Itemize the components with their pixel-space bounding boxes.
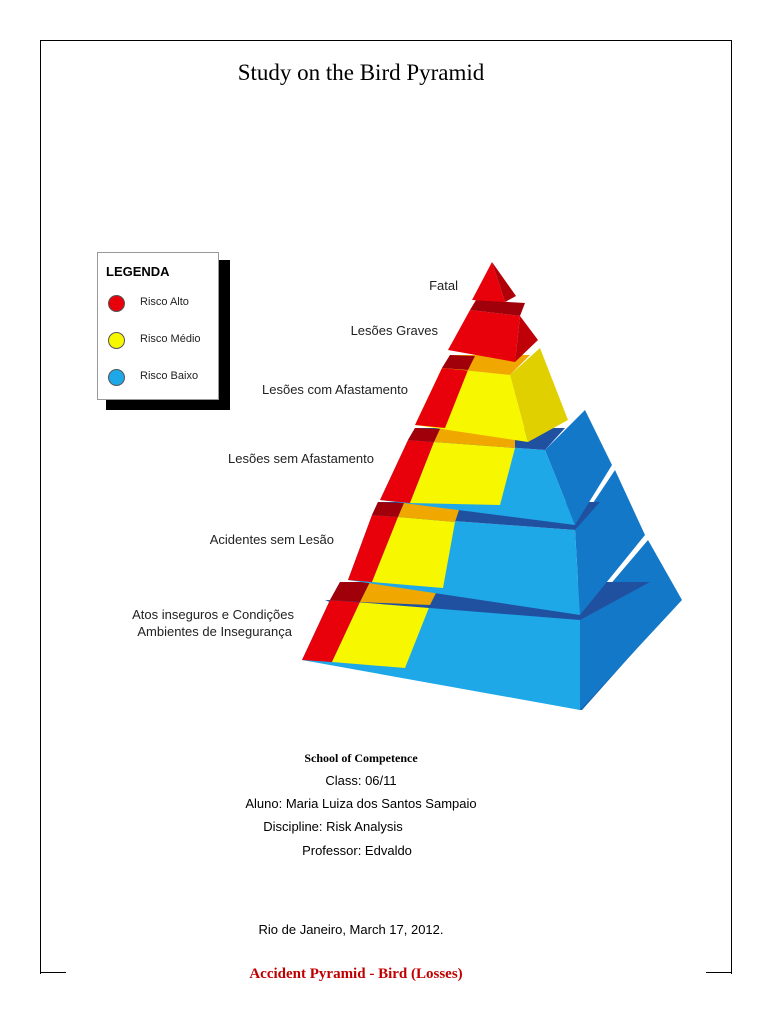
legend-label: Risco Alto [140,296,189,308]
pyramid-label-lesoes-sem-afastamento: Lesões sem Afastamento [228,451,374,466]
legend-title: LEGENDA [106,264,170,279]
pyramid-label-lesoes-com-afastamento: Lesões com Afastamento [262,382,408,397]
pyramid-tier-2 [448,300,538,362]
school-name: School of Competence [304,751,418,765]
legend-label: Risco Médio [140,333,201,345]
document-title: Study on the Bird Pyramid [237,60,485,85]
pyramid-tier-1 [472,262,516,302]
footer-caption: Accident Pyramid - Bird (Losses) [249,966,463,982]
pyramid-label-lesoes-graves: Lesões Graves [350,323,438,338]
pyramid-label-fatal: Fatal [429,278,458,293]
legend-label: Risco Baixo [140,370,199,382]
place-date-line: Rio de Janeiro, March 17, 2012. [258,922,444,937]
professor-line: Professor: Edvaldo [302,843,412,858]
pyramid-label-atos-inseguros: Atos inseguros e Condições [132,607,294,622]
class-line: Class: 06/11 [325,773,397,788]
student-line: Aluno: Maria Luiza dos Santos Sampaio [245,796,477,811]
pyramid-label-ambientes: Ambientes de Insegurança [137,624,292,639]
pyramid-tier-3 [415,348,568,442]
pyramid-label-acidentes-sem-lesao: Acidentes sem Lesão [209,532,334,547]
discipline-line: Discipline: Risk Analysis [263,819,403,834]
